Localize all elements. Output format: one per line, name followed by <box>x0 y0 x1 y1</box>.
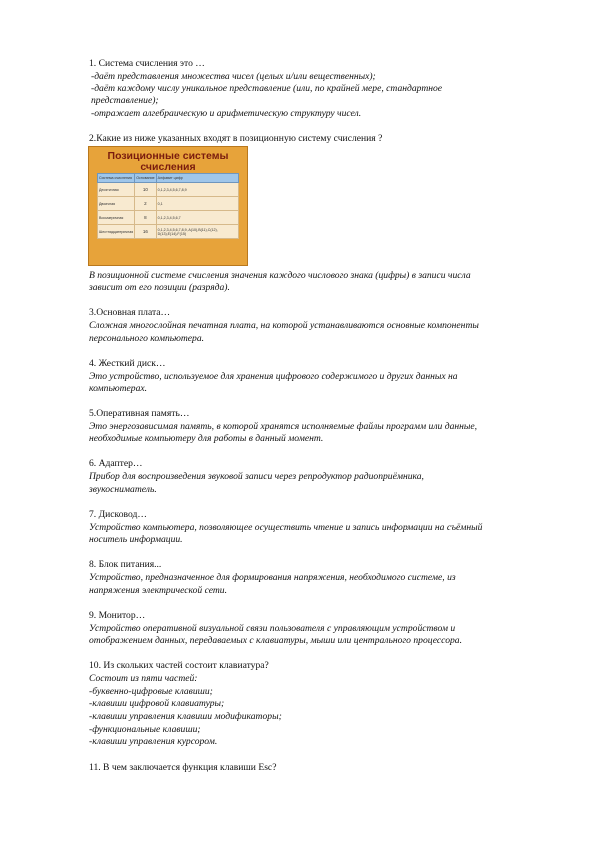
question-9-answer-line-1: Устройство оперативной визуальной связи пользователя с управляющим устройством и <box>89 623 456 634</box>
question-10-answer-intro: Состоит из пяти частей: <box>89 673 198 684</box>
table-row <box>98 197 239 211</box>
figure-header-base: Основание <box>135 174 156 183</box>
question-10-item-3: -клавиши управления клавиши модификаторы; <box>89 711 282 722</box>
number-systems-table-image <box>88 146 248 266</box>
figure-header-digits: Алфавит цифр <box>156 174 238 183</box>
question-5-title: 5.Оперативная память… <box>89 408 190 419</box>
figure-title-line-1: Позиционные системы <box>107 150 229 162</box>
question-3-title: 3.Основная плата… <box>89 307 171 318</box>
figure-table <box>97 173 239 239</box>
question-8-title: 8. Блок питания... <box>89 559 162 570</box>
figure-header-system: Система счисления <box>98 174 135 183</box>
question-3-answer-line-2: персонального компьютера. <box>89 333 205 344</box>
question-1-title: 1. Система счисления это … <box>89 58 205 69</box>
question-4-answer-line-1: Это устройство, используемое для хранения цифрового содержимого и других данных на <box>89 371 458 382</box>
question-1-line-1: -даёт представления множества чисел (целых и/или вещественных); <box>91 71 376 82</box>
question-4-title: 4. Жесткий диск… <box>89 358 166 369</box>
question-5-answer-line-2: необходимые компьютеру для работы в данный момент. <box>89 433 324 444</box>
question-1-line-3: представление); <box>91 95 159 106</box>
table-row <box>98 183 239 197</box>
question-4-answer-line-2: компьютерах. <box>89 383 148 394</box>
question-10-item-1: -буквенно-цифровые клавиши; <box>89 686 213 697</box>
table-cell: 2 <box>135 197 156 211</box>
question-7-title: 7. Дисковод… <box>89 509 147 520</box>
question-8-answer-line-2: напряжения электрической сети. <box>89 585 227 596</box>
question-6-answer-line-2: звукосниматель. <box>89 484 157 495</box>
question-6-title: 6. Адаптер… <box>89 458 143 469</box>
table-cell: 0,1,2,3,4,5,6,7 <box>156 211 238 225</box>
table-row <box>98 225 239 239</box>
question-7-answer-line-2: носитель информации. <box>89 534 183 545</box>
question-1-line-2: -даёт каждому числу уникальное представление (или, по крайней мере, стандартное <box>91 83 443 94</box>
figure-title-line-2: счисления <box>140 161 196 173</box>
question-2-title: 2.Какие из ниже указанных входят в позиционную систему счисления ? <box>89 133 383 144</box>
question-2-answer-line-1: В позиционной системе счисления значения каждого числового знака (цифры) в записи числа <box>89 270 471 281</box>
question-3-answer-line-1: Сложная многослойная печатная плата, на которой устанавливаются основные компоненты <box>89 320 479 331</box>
table-cell: 0,1,2,3,4,5,6,7,8,9 <box>156 183 238 197</box>
question-9-title: 9. Монитор… <box>89 610 146 621</box>
figure-title <box>89 151 247 173</box>
question-6-answer-line-1: Прибор для воспроизведения звуковой записи через репродуктор радиоприёмника, <box>89 471 424 482</box>
table-row <box>98 211 239 225</box>
question-10-item-4: -функциональные клавиши; <box>89 724 201 735</box>
question-8-answer-line-1: Устройство, предназначенное для формирования напряжения, необходимого системе, из <box>89 572 456 583</box>
table-cell: 16 <box>135 225 156 239</box>
question-11-title: 11. В чем заключается функция клавиши Esc? <box>89 762 277 773</box>
table-cell: Двоичная <box>98 197 135 211</box>
question-1-line-4: -отражает алгебраическую и арифметическую структуру чисел. <box>91 108 362 119</box>
question-2-answer-line-2: зависит от его позиции (разряда). <box>89 282 230 293</box>
table-cell: 0,1,2,3,4,5,6,7,8,9, A(10),B(11),C(12), D(13),E(14),F(15) <box>156 225 238 239</box>
question-5-answer-line-1: Это энергозависимая память, в которой хранятся исполняемые файлы программ или данные, <box>89 421 478 432</box>
table-cell: 10 <box>135 183 156 197</box>
table-cell: Десятичная <box>98 183 135 197</box>
question-7-answer-line-1: Устройство компьютера, позволяющее осуществить чтение и запись информации на съёмный <box>89 522 483 533</box>
table-cell: Восьмеричная <box>98 211 135 225</box>
table-cell: Шестнадцатеричная <box>98 225 135 239</box>
question-10-title: 10. Из скольких частей состоит клавиатура? <box>89 660 269 671</box>
question-9-answer-line-2: отображением данных, передаваемых с клавиатуры, мыши или центрального процессора. <box>89 635 462 646</box>
table-cell: 8 <box>135 211 156 225</box>
question-10-item-5: -клавиши управления курсором. <box>89 736 218 747</box>
question-10-item-2: -клавиши цифровой клавиатуры; <box>89 698 225 709</box>
table-cell: 0,1 <box>156 197 238 211</box>
